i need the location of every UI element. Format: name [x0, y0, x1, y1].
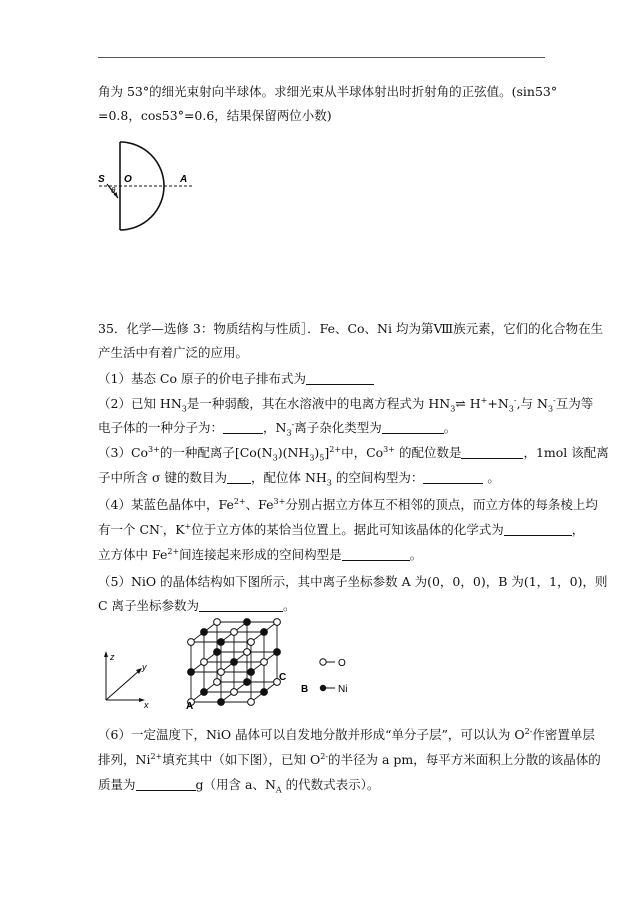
text: 立方体中 Fe	[98, 547, 168, 562]
o-ion	[244, 649, 251, 656]
lattice-atoms	[188, 619, 281, 706]
text: 的空间构型为：	[331, 470, 424, 485]
label-a: A	[180, 174, 188, 185]
text: 有一个 CN	[98, 522, 160, 537]
text: 。	[409, 547, 423, 562]
sup: 2-	[524, 726, 533, 736]
sup: 3+	[383, 444, 395, 454]
o-ion	[231, 689, 238, 696]
hemisphere-figure	[96, 136, 196, 236]
text: （2）已知 HN	[98, 396, 182, 411]
lattice-legend	[318, 652, 368, 702]
o-ion	[214, 679, 221, 686]
label-s: S	[98, 174, 105, 185]
text: （1）基态 Co 原子的价电子排布式为	[98, 371, 306, 386]
q4-line-2	[98, 521, 585, 538]
text: 子中所含 σ 键的数目为	[98, 470, 227, 485]
text: 是一种弱酸，其在水溶液中的电离方程式为 HN	[186, 396, 451, 411]
sub: A	[275, 785, 282, 795]
sup: 2+	[233, 496, 246, 506]
o-ion	[274, 619, 281, 626]
sup: 3+	[273, 496, 286, 506]
ni-legend-icon	[320, 685, 326, 691]
sup: -	[159, 521, 163, 531]
text: )(NH	[277, 445, 310, 460]
text: 排列，Ni	[98, 752, 151, 767]
answer-blank[interactable]	[504, 522, 572, 536]
ni-ion	[274, 649, 281, 656]
text: +N	[487, 396, 509, 411]
ni-ion	[218, 699, 225, 706]
ni-ion	[214, 649, 221, 656]
text: 填充其中（如下图），已知 O	[162, 752, 321, 767]
text: 角为 53°的细光束射向半球体。求细光束从半球体射出时折射角的正弦值。(sin53°	[98, 84, 558, 99]
text: 。	[443, 420, 457, 435]
legend-ni: Ni	[338, 684, 348, 695]
q5-line-1	[98, 573, 608, 590]
text: 间连接起来形成的空间构型是	[179, 547, 342, 562]
text: 。	[283, 598, 296, 613]
o-ion	[261, 659, 268, 666]
sub: 3	[181, 404, 187, 414]
ni-ion	[201, 689, 208, 696]
sub: 3	[508, 404, 514, 414]
label-a: A	[186, 701, 194, 712]
text: 的半径为 a pm，每平方米面积上分散的该晶体的	[328, 752, 601, 767]
sup: 3+	[148, 444, 160, 454]
ni-ion	[261, 629, 268, 636]
ni-ion	[244, 679, 251, 686]
q2-line-1	[98, 395, 594, 414]
ni-ion	[201, 629, 208, 636]
o-ion	[188, 639, 195, 646]
text: 的一种配离子[Co(N	[159, 445, 273, 460]
ni-ion	[244, 619, 251, 626]
o-ion	[218, 669, 225, 676]
ni-ion	[218, 639, 225, 646]
sub: 3	[309, 453, 315, 463]
q5-line-2	[98, 597, 545, 614]
sup: 2+	[150, 751, 163, 761]
text: 分别占据立方体互不相邻的顶点，而立方体的每条棱上均	[285, 497, 598, 512]
sub: 3	[450, 404, 456, 414]
text: ,与 N	[516, 396, 548, 411]
q6-line-2	[98, 751, 601, 768]
answer-blank[interactable]	[461, 445, 523, 459]
p35-intro-1	[98, 320, 604, 337]
text: 离子杂化类型为	[294, 420, 382, 435]
text: g（用含 a、N	[195, 777, 276, 792]
ni-ion	[261, 689, 268, 696]
answer-blank[interactable]	[382, 420, 444, 434]
q4-line-3	[98, 546, 545, 563]
text: H	[465, 396, 481, 411]
y-axis	[106, 670, 140, 700]
p34-line-2	[98, 107, 545, 124]
axis-y-label: y	[142, 662, 147, 672]
equilibrium-arrow: ⇌	[455, 396, 466, 411]
p35-intro-2	[98, 344, 545, 361]
sub: 5	[319, 453, 325, 463]
sub: 3	[547, 404, 554, 414]
text: C 离子坐标参数为	[98, 598, 200, 613]
text: （4）某蓝色晶体中，Fe	[98, 497, 234, 512]
label-o: O	[124, 174, 132, 185]
q3-line-2	[98, 469, 545, 486]
text: 35．化学—选修 3：物质结构与性质］．Fe、Co、Ni 均为第Ⅷ族元素，它们的化合物在生	[98, 321, 604, 336]
ni-ion	[188, 669, 195, 676]
o-ion	[248, 639, 255, 646]
answer-blank[interactable]	[306, 371, 374, 385]
text: 、Fe	[245, 497, 274, 512]
sup: +	[184, 521, 192, 531]
text: 作密置单层	[532, 727, 595, 742]
text: )	[314, 445, 320, 460]
o-ion	[201, 659, 208, 666]
text: （6）一定温度下，NiO 晶体可以自发地分散并形成“单分子层”，可以认为 O	[98, 727, 525, 742]
axis-x-label: x	[144, 700, 149, 710]
z-arrowhead	[104, 651, 108, 657]
answer-blank[interactable]	[423, 470, 483, 484]
text: （3）Co	[98, 445, 149, 460]
sup: 2+	[329, 444, 342, 454]
text: ]	[324, 445, 330, 460]
text: ，配位体 NH	[250, 470, 327, 485]
answer-blank[interactable]	[342, 547, 410, 561]
label-theta: θ	[111, 186, 116, 195]
ni-ion	[248, 669, 255, 676]
q3-line-1	[98, 444, 609, 463]
o-ion	[231, 629, 238, 636]
p34-line-1	[98, 83, 558, 100]
text: 质量为	[98, 777, 136, 792]
o-ion	[248, 699, 255, 706]
answer-blank[interactable]	[199, 598, 283, 612]
nio-lattice-figure	[183, 620, 323, 710]
legend-o: O	[338, 658, 346, 669]
answer-blank[interactable]	[223, 420, 263, 434]
text: ，N	[263, 420, 287, 435]
sup: 2+	[167, 546, 180, 556]
text: ，	[571, 522, 585, 537]
sup: 2-	[320, 751, 329, 761]
q4-line-1	[98, 496, 598, 513]
answer-blank[interactable]	[136, 777, 196, 791]
label-c: C	[279, 672, 287, 683]
text: ，1mol 该配离	[523, 445, 609, 460]
text: =0.8，cos53°=0.6，结果保留两位小数)	[98, 108, 332, 123]
ni-ion	[231, 659, 238, 666]
label-b: B	[301, 684, 309, 695]
text: 位于立方体的某恰当位置上。据此可知该晶体的化学式为	[191, 522, 504, 537]
sup: +	[480, 395, 488, 405]
text: 。	[483, 470, 500, 485]
sub: 3	[286, 428, 292, 438]
sup: -	[553, 395, 556, 405]
header-rule	[98, 57, 545, 58]
text: （5）NiO 的晶体结构如下图所示，其中离子坐标参数 A 为(0，0，0)，B 为(1，1，0)，则	[98, 574, 608, 589]
sup: -	[291, 419, 295, 429]
text: 中，Co	[341, 445, 384, 460]
o-legend-icon	[320, 659, 326, 665]
text: 电子体的一种分子为：	[98, 420, 224, 435]
q2-line-2	[98, 419, 545, 436]
text: 的配位数是	[394, 445, 462, 460]
sup: -	[513, 395, 517, 405]
sub: 3	[326, 478, 332, 488]
answer-blank[interactable]	[227, 470, 251, 484]
q6-line-1	[98, 726, 595, 743]
o-ion	[214, 619, 221, 626]
text: 互为等	[555, 396, 594, 411]
sub: 3	[272, 453, 278, 463]
text: ，K	[162, 522, 185, 537]
q1-line	[98, 370, 545, 387]
axis-z-label: z	[110, 652, 115, 662]
text: 产生活中有着广泛的应用。	[98, 345, 249, 360]
q6-line-3	[98, 776, 545, 793]
axes-figure	[96, 648, 156, 708]
text: 的代数式表示）。	[281, 777, 380, 792]
